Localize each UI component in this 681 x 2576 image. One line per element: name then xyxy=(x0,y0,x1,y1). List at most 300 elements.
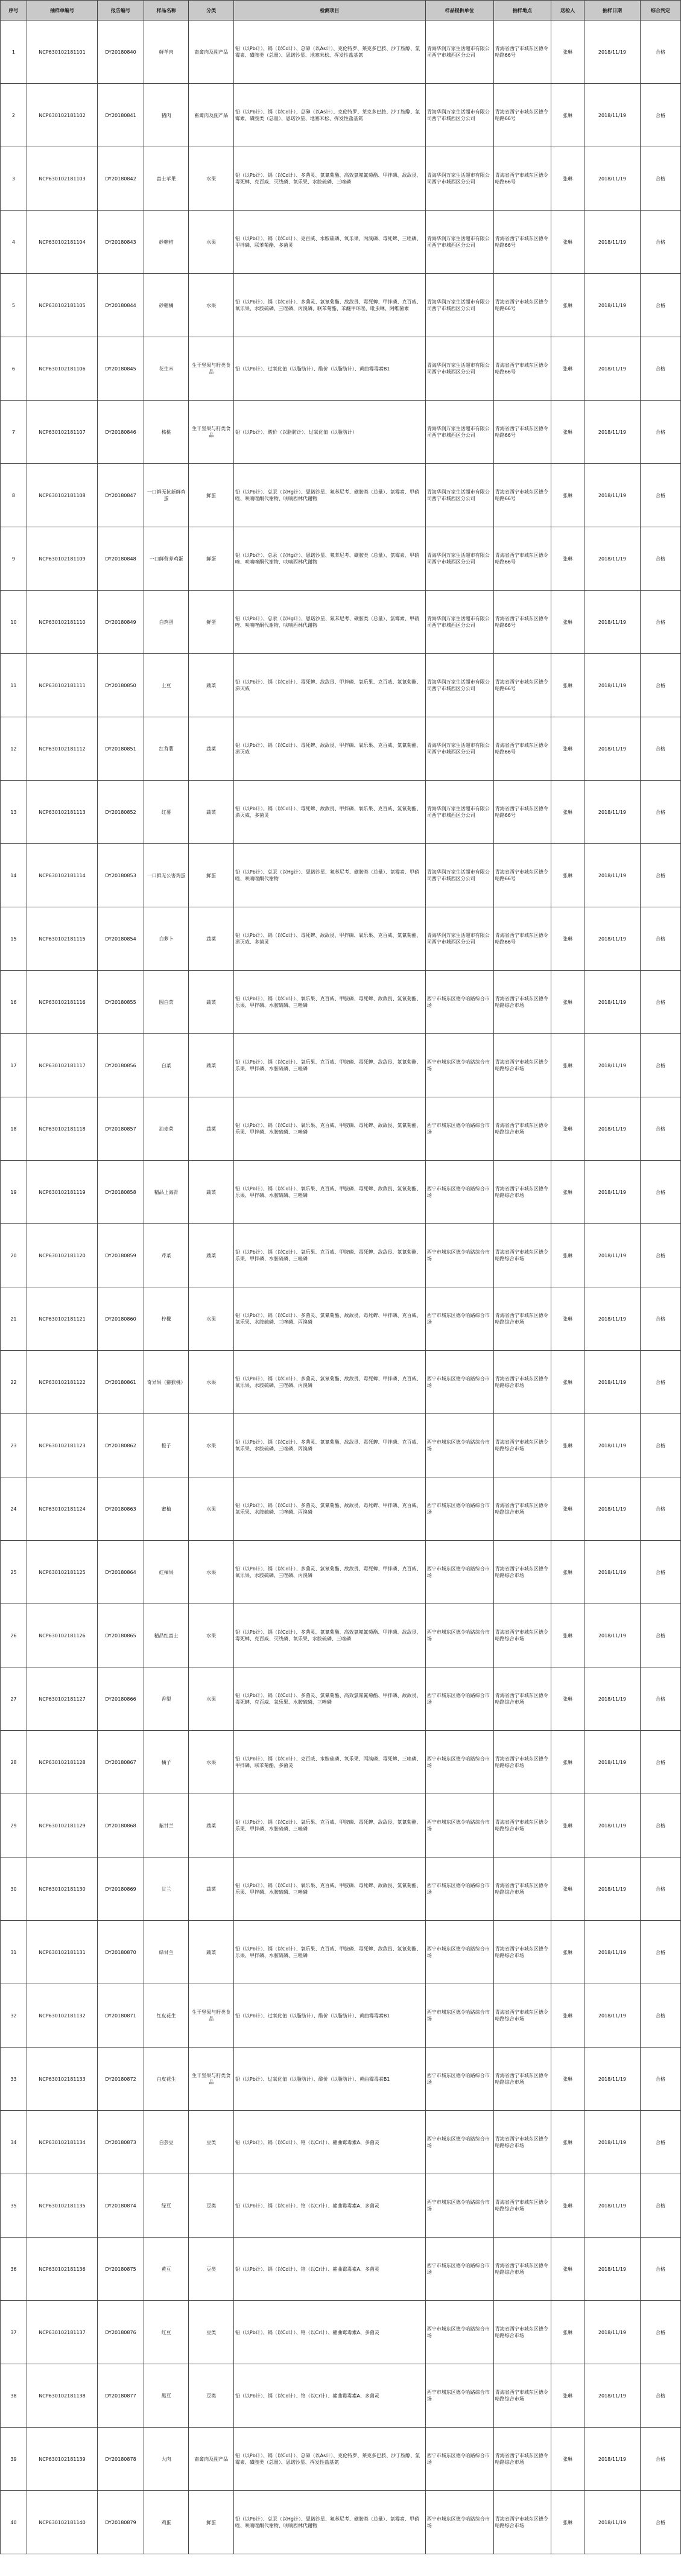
cell-verdict: 合格 xyxy=(641,2301,681,2364)
cell-verdict: 合格 xyxy=(641,1921,681,1984)
cell-test-items: 铅（以Pb计）、镉（以Cd计）、多菌灵、氯氰菊酯、敌敌畏、毒死蜱、甲拌磷、克百威、氧乐果、水胺硫磷、三唑磷、丙溴磷 xyxy=(233,1287,425,1351)
cell-seq: 12 xyxy=(1,717,27,781)
cell-date: 2018/11/19 xyxy=(584,1667,640,1731)
cell-sample-name: 奇异果（猕猴桃） xyxy=(144,1351,189,1414)
cell-report-id: DY20180840 xyxy=(98,21,144,84)
cell-verdict: 合格 xyxy=(641,21,681,84)
cell-sample-id: NCP630102181114 xyxy=(27,844,97,907)
cell-location: 青海省西宁市城东区德令哈路综合市场 xyxy=(493,1287,551,1351)
cell-seq: 36 xyxy=(1,2238,27,2301)
table-row xyxy=(1,2174,681,2238)
cell-category: 蔬菜 xyxy=(189,654,234,717)
cell-verdict: 合格 xyxy=(641,1604,681,1667)
table-row xyxy=(1,527,681,591)
cell-sample-name: 一口鲜无抗新鲜鸡蛋 xyxy=(144,464,189,527)
cell-date: 2018/11/19 xyxy=(584,844,640,907)
cell-inspector: 张琳 xyxy=(551,654,584,717)
cell-category: 蔬菜 xyxy=(189,717,234,781)
cell-provider: 青海华润万家生活超市有限公司西宁市城西区分公司 xyxy=(425,907,493,971)
cell-seq: 4 xyxy=(1,211,27,274)
cell-verdict: 合格 xyxy=(641,2238,681,2301)
cell-category: 水果 xyxy=(189,1541,234,1604)
cell-inspector: 张琳 xyxy=(551,1857,584,1921)
cell-location: 青海省西宁市城东区德令哈路综合市场 xyxy=(493,1477,551,1541)
cell-provider: 青海华润万家生活超市有限公司西宁市城西区分公司 xyxy=(425,147,493,211)
cell-seq: 30 xyxy=(1,1857,27,1921)
table-row xyxy=(1,337,681,401)
cell-test-items: 铅（以Pb计）、镉（以Cd计）、铬（以Cr计）、赭曲霉毒素A、多菌灵 xyxy=(233,2111,425,2174)
cell-verdict: 合格 xyxy=(641,907,681,971)
cell-report-id: DY20180847 xyxy=(98,464,144,527)
cell-seq: 25 xyxy=(1,1541,27,1604)
cell-verdict: 合格 xyxy=(641,1224,681,1287)
cell-category: 蔬菜 xyxy=(189,907,234,971)
cell-location: 青海省西宁市城东区德令哈路综合市场 xyxy=(493,2301,551,2364)
cell-test-items: 铅（以Pb计）、总汞（以Hg计）、恩诺沙星、氟苯尼考、磺胺类（总量）、氯霉素、甲硝唑、呋喃唑酮代谢物、呋喃西林代谢物 xyxy=(233,464,425,527)
cell-seq: 6 xyxy=(1,337,27,401)
cell-test-items: 铅（以Pb计）、镉（以Cd计）、多菌灵、氯氰菊酯、敌敌畏、毒死蜱、甲拌磷、克百威、氧乐果、水胺硫磷、三唑磷、丙溴磷 xyxy=(233,1351,425,1414)
cell-category: 蔬菜 xyxy=(189,781,234,844)
cell-report-id: DY20180842 xyxy=(98,147,144,211)
cell-sample-name: 圆白菜 xyxy=(144,971,189,1034)
cell-verdict: 合格 xyxy=(641,2174,681,2238)
cell-sample-name: 一口鲜无公害鸡蛋 xyxy=(144,844,189,907)
cell-sample-name: 绿豆 xyxy=(144,2174,189,2238)
cell-sample-name: 橘子 xyxy=(144,1731,189,1794)
header-date: 抽样日期 xyxy=(584,1,640,21)
cell-sample-id: NCP630102181108 xyxy=(27,464,97,527)
cell-verdict: 合格 xyxy=(641,2428,681,2491)
cell-sample-name: 绿甘兰 xyxy=(144,1921,189,1984)
cell-sample-name: 砂糖橘 xyxy=(144,274,189,337)
cell-test-items: 铅（以Pb计）、镉（以Cd计）、总砷（以As计）、克伦特罗、莱克多巴胺、沙丁胺醇、氯霉素、磺胺类（总量）、恩诺沙星、挥发性盐基氮 xyxy=(233,2428,425,2491)
header-category: 分类 xyxy=(189,1,234,21)
cell-sample-id: NCP630102181123 xyxy=(27,1414,97,1477)
cell-sample-id: NCP630102181121 xyxy=(27,1287,97,1351)
cell-test-items: 铅（以Pb计）、镉（以Cd计）、克百威、水胺硫磷、氧乐果、丙溴磷、毒死蜱、三唑磷、甲拌磷、联苯菊酯、多菌灵 xyxy=(233,211,425,274)
cell-verdict: 合格 xyxy=(641,654,681,717)
cell-provider: 西宁市城东区德令哈路综合市场 xyxy=(425,1604,493,1667)
cell-sample-id: NCP630102181122 xyxy=(27,1351,97,1414)
cell-sample-name: 橙子 xyxy=(144,1414,189,1477)
cell-sample-name: 花生米 xyxy=(144,337,189,401)
cell-test-items: 铅（以Pb计）、镉（以Cd计）、氧乐果、克百威、甲胺磷、毒死蜱、敌敌畏、氯氰菊酯、乐果、甲拌磷、水胺硫磷、三唑磷 xyxy=(233,1097,425,1161)
cell-sample-name: 白皮花生 xyxy=(144,2048,189,2111)
cell-provider: 西宁市城东区德令哈路综合市场 xyxy=(425,2048,493,2111)
cell-provider: 青海华润万家生活超市有限公司西宁市城西区分公司 xyxy=(425,211,493,274)
cell-location: 青海省西宁市城东区德令哈路综合市场 xyxy=(493,1731,551,1794)
header-inspector: 送检人 xyxy=(551,1,584,21)
cell-inspector: 张琳 xyxy=(551,1604,584,1667)
cell-category: 蔬菜 xyxy=(189,971,234,1034)
cell-date: 2018/11/19 xyxy=(584,1921,640,1984)
cell-seq: 1 xyxy=(1,21,27,84)
header-sample-id: 抽样单编号 xyxy=(27,1,97,21)
cell-date: 2018/11/19 xyxy=(584,591,640,654)
cell-date: 2018/11/19 xyxy=(584,781,640,844)
cell-date: 2018/11/19 xyxy=(584,971,640,1034)
cell-sample-id: NCP630102181113 xyxy=(27,781,97,844)
cell-sample-id: NCP630102181103 xyxy=(27,147,97,211)
cell-location: 青海省西宁市城东区德令哈路66号 xyxy=(493,907,551,971)
cell-seq: 32 xyxy=(1,1984,27,2048)
cell-test-items: 铅（以Pb计）、镉（以Cd计）、毒死蜱、敌敌畏、甲拌磷、氧乐果、克百威、氯氰菊酯、涕灭威、多菌灵 xyxy=(233,907,425,971)
cell-inspector: 张琳 xyxy=(551,147,584,211)
cell-verdict: 合格 xyxy=(641,527,681,591)
cell-test-items: 铅（以Pb计）、镉（以Cd计）、铬（以Cr计）、赭曲霉毒素A、多菌灵 xyxy=(233,2301,425,2364)
cell-test-items: 铅（以Pb计）、镉（以Cd计）、毒死蜱、敌敌畏、甲拌磷、氧乐果、克百威、氯氰菊酯、涕灭威、多菌灵 xyxy=(233,781,425,844)
cell-date: 2018/11/19 xyxy=(584,907,640,971)
table-row xyxy=(1,1414,681,1477)
cell-seq: 17 xyxy=(1,1034,27,1097)
cell-seq: 35 xyxy=(1,2174,27,2238)
cell-test-items: 铅（以Pb计）、镉（以Cd计）、铬（以Cr计）、赭曲霉毒素A、多菌灵 xyxy=(233,2174,425,2238)
cell-sample-name: 精品上海青 xyxy=(144,1161,189,1224)
cell-date: 2018/11/19 xyxy=(584,1984,640,2048)
cell-verdict: 合格 xyxy=(641,1541,681,1604)
cell-provider: 西宁市城东区德令哈路综合市场 xyxy=(425,2491,493,2554)
cell-report-id: DY20180845 xyxy=(98,337,144,401)
cell-seq: 15 xyxy=(1,907,27,971)
cell-provider: 青海华润万家生活超市有限公司西宁市城西区分公司 xyxy=(425,337,493,401)
cell-test-items: 铅（以Pb计）、镉（以Cd计）、氧乐果、克百威、甲胺磷、毒死蜱、敌敌畏、氯氰菊酯、乐果、甲拌磷、水胺硫磷、三唑磷 xyxy=(233,971,425,1034)
cell-location: 青海省西宁市城东区德令哈路综合市场 xyxy=(493,2491,551,2554)
cell-provider: 西宁市城东区德令哈路综合市场 xyxy=(425,1224,493,1287)
cell-sample-id: NCP630102181127 xyxy=(27,1667,97,1731)
cell-location: 青海省西宁市城东区德令哈路综合市场 xyxy=(493,1921,551,1984)
cell-test-items: 铅（以Pb计）、镉（以Cd计）、总砷（以As计）、克伦特罗、莱克多巴胺、沙丁胺醇、氯霉素、磺胺类（总量）、恩诺沙星、地塞米松、挥发性盐基氮 xyxy=(233,84,425,147)
cell-report-id: DY20180870 xyxy=(98,1921,144,1984)
cell-test-items: 铅（以Pb计）、总汞（以Hg计）、恩诺沙星、氟苯尼考、磺胺类（总量）、氯霉素、甲硝唑、呋喃唑酮代谢物、呋喃西林代谢物 xyxy=(233,2491,425,2554)
cell-seq: 28 xyxy=(1,1731,27,1794)
cell-location: 青海省西宁市城东区德令哈路66号 xyxy=(493,401,551,464)
cell-report-id: DY20180866 xyxy=(98,1667,144,1731)
cell-verdict: 合格 xyxy=(641,1477,681,1541)
table-row xyxy=(1,844,681,907)
cell-test-items: 铅（以Pb计）、过氧化值（以脂肪计）、酸价（以脂肪计）、黄曲霉毒素B1 xyxy=(233,2048,425,2111)
cell-inspector: 张琳 xyxy=(551,1287,584,1351)
cell-date: 2018/11/19 xyxy=(584,337,640,401)
cell-report-id: DY20180871 xyxy=(98,1984,144,2048)
cell-date: 2018/11/19 xyxy=(584,2048,640,2111)
cell-verdict: 合格 xyxy=(641,337,681,401)
cell-category: 豆类 xyxy=(189,2301,234,2364)
cell-seq: 19 xyxy=(1,1161,27,1224)
cell-report-id: DY20180844 xyxy=(98,274,144,337)
cell-date: 2018/11/19 xyxy=(584,401,640,464)
table-body xyxy=(1,21,681,2554)
cell-category: 水果 xyxy=(189,1477,234,1541)
cell-report-id: DY20180856 xyxy=(98,1034,144,1097)
cell-report-id: DY20180843 xyxy=(98,211,144,274)
cell-sample-id: NCP630102181101 xyxy=(27,21,97,84)
cell-inspector: 张琳 xyxy=(551,2301,584,2364)
table-row xyxy=(1,1224,681,1287)
cell-test-items: 铅（以Pb计）、镉（以Cd计）、多菌灵、氯氰菊酯、高效氯氟氰菊酯、甲拌磷、敌敌畏、毒死蜱、克百威、灭线磷、氧乐果、水胺硫磷、三唑磷 xyxy=(233,1604,425,1667)
cell-sample-id: NCP630102181132 xyxy=(27,1984,97,2048)
cell-inspector: 张琳 xyxy=(551,1161,584,1224)
cell-date: 2018/11/19 xyxy=(584,2111,640,2174)
cell-test-items: 铅（以Pb计）、镉（以Cd计）、铬（以Cr计）、赭曲霉毒素A、多菌灵 xyxy=(233,2238,425,2301)
cell-test-items: 铅（以Pb计）、镉（以Cd计）、氧乐果、克百威、甲胺磷、毒死蜱、敌敌畏、氯氰菊酯、乐果、甲拌磷、水胺硫磷、三唑磷 xyxy=(233,1794,425,1857)
cell-category: 水果 xyxy=(189,274,234,337)
cell-inspector: 张琳 xyxy=(551,2491,584,2554)
cell-sample-id: NCP630102181106 xyxy=(27,337,97,401)
cell-test-items: 铅（以Pb计）、镉（以Cd计）、多菌灵、氯氰菊酯、高效氯氟氰菊酯、甲拌磷、敌敌畏、毒死蜱、克百威、灭线磷、氧乐果、水胺硫磷、三唑磷 xyxy=(233,147,425,211)
cell-provider: 青海华润万家生活超市有限公司西宁市城西区分公司 xyxy=(425,84,493,147)
cell-test-items: 铅（以Pb计）、镉（以Cd计）、总砷（以As计）、克伦特罗、莱克多巴胺、沙丁胺醇、氯霉素、磺胺类（总量）、恩诺沙星、地塞米松、挥发性盐基氮 xyxy=(233,21,425,84)
cell-seq: 24 xyxy=(1,1477,27,1541)
cell-sample-id: NCP630102181137 xyxy=(27,2301,97,2364)
cell-seq: 40 xyxy=(1,2491,27,2554)
cell-report-id: DY20180857 xyxy=(98,1097,144,1161)
cell-inspector: 张琳 xyxy=(551,2428,584,2491)
cell-seq: 31 xyxy=(1,1921,27,1984)
cell-date: 2018/11/19 xyxy=(584,1604,640,1667)
cell-location: 青海省西宁市城东区德令哈路综合市场 xyxy=(493,1604,551,1667)
cell-location: 青海省西宁市城东区德令哈路66号 xyxy=(493,464,551,527)
cell-sample-name: 鲜羊肉 xyxy=(144,21,189,84)
cell-provider: 西宁市城东区德令哈路综合市场 xyxy=(425,1984,493,2048)
cell-sample-id: NCP630102181139 xyxy=(27,2428,97,2491)
cell-date: 2018/11/19 xyxy=(584,2364,640,2428)
cell-report-id: DY20180863 xyxy=(98,1477,144,1541)
cell-provider: 西宁市城东区德令哈路综合市场 xyxy=(425,2301,493,2364)
header-location: 抽样地点 xyxy=(493,1,551,21)
table-row xyxy=(1,1794,681,1857)
table-row xyxy=(1,2364,681,2428)
cell-report-id: DY20180851 xyxy=(98,717,144,781)
cell-location: 青海省西宁市城东区德令哈路综合市场 xyxy=(493,1794,551,1857)
table-row xyxy=(1,211,681,274)
table-row xyxy=(1,1351,681,1414)
cell-seq: 37 xyxy=(1,2301,27,2364)
cell-verdict: 合格 xyxy=(641,591,681,654)
table-row xyxy=(1,907,681,971)
cell-inspector: 张琳 xyxy=(551,527,584,591)
cell-sample-name: 红豆 xyxy=(144,2301,189,2364)
cell-provider: 青海华润万家生活超市有限公司西宁市城西区分公司 xyxy=(425,527,493,591)
cell-test-items: 铅（以Pb计）、镉（以Cd计）、克百威、水胺硫磷、氧乐果、丙溴磷、毒死蜱、三唑磷、甲拌磷、联苯菊酯、多菌灵 xyxy=(233,1731,425,1794)
cell-report-id: DY20180841 xyxy=(98,84,144,147)
cell-sample-name: 白菜 xyxy=(144,1034,189,1097)
cell-category: 鲜蛋 xyxy=(189,591,234,654)
cell-verdict: 合格 xyxy=(641,844,681,907)
cell-inspector: 张琳 xyxy=(551,1097,584,1161)
cell-location: 青海省西宁市城东区德令哈路综合市场 xyxy=(493,1161,551,1224)
cell-inspector: 张琳 xyxy=(551,464,584,527)
header-report-id: 报告编号 xyxy=(98,1,144,21)
table-row xyxy=(1,1287,681,1351)
cell-category: 豆类 xyxy=(189,2364,234,2428)
cell-date: 2018/11/19 xyxy=(584,2238,640,2301)
cell-provider: 青海华润万家生活超市有限公司西宁市城西区分公司 xyxy=(425,591,493,654)
cell-location: 青海省西宁市城东区德令哈路综合市场 xyxy=(493,2111,551,2174)
cell-report-id: DY20180864 xyxy=(98,1541,144,1604)
cell-date: 2018/11/19 xyxy=(584,464,640,527)
cell-category: 蔬菜 xyxy=(189,1161,234,1224)
cell-inspector: 张琳 xyxy=(551,211,584,274)
cell-sample-id: NCP630102181133 xyxy=(27,2048,97,2111)
cell-seq: 14 xyxy=(1,844,27,907)
cell-test-items: 铅（以Pb计）、总汞（以Hg计）、恩诺沙星、氟苯尼考、磺胺类（总量）、氯霉素、甲硝唑、呋喃唑酮代谢物、呋喃西林代谢物 xyxy=(233,591,425,654)
cell-verdict: 合格 xyxy=(641,274,681,337)
cell-provider: 西宁市城东区德令哈路综合市场 xyxy=(425,2364,493,2428)
cell-test-items: 铅（以Pb计）、镉（以Cd计）、氧乐果、克百威、甲胺磷、毒死蜱、敌敌畏、氯氰菊酯、乐果、甲拌磷、水胺硫磷、三唑磷 xyxy=(233,1034,425,1097)
cell-provider: 西宁市城东区德令哈路综合市场 xyxy=(425,1921,493,1984)
cell-date: 2018/11/19 xyxy=(584,1351,640,1414)
cell-sample-name: 甘兰 xyxy=(144,1857,189,1921)
table-row xyxy=(1,2428,681,2491)
cell-provider: 西宁市城东区德令哈路综合市场 xyxy=(425,2174,493,2238)
cell-date: 2018/11/19 xyxy=(584,1477,640,1541)
cell-provider: 西宁市城东区德令哈路综合市场 xyxy=(425,1541,493,1604)
cell-location: 青海省西宁市城东区德令哈路综合市场 xyxy=(493,1541,551,1604)
cell-report-id: DY20180859 xyxy=(98,1224,144,1287)
cell-sample-name: 核桃 xyxy=(144,401,189,464)
cell-provider: 西宁市城东区德令哈路综合市场 xyxy=(425,1667,493,1731)
cell-location: 青海省西宁市城东区德令哈路66号 xyxy=(493,844,551,907)
cell-sample-id: NCP630102181134 xyxy=(27,2111,97,2174)
cell-seq: 23 xyxy=(1,1414,27,1477)
cell-provider: 青海华润万家生活超市有限公司西宁市城西区分公司 xyxy=(425,717,493,781)
cell-seq: 3 xyxy=(1,147,27,211)
cell-seq: 33 xyxy=(1,2048,27,2111)
cell-date: 2018/11/19 xyxy=(584,654,640,717)
cell-location: 青海省西宁市城东区德令哈路综合市场 xyxy=(493,1667,551,1731)
cell-seq: 9 xyxy=(1,527,27,591)
cell-report-id: DY20180872 xyxy=(98,2048,144,2111)
cell-seq: 26 xyxy=(1,1604,27,1667)
cell-test-items: 铅（以Pb计）、镉（以Cd计）、毒死蜱、敌敌畏、甲拌磷、氧乐果、克百威、氯氰菊酯、涕灭威 xyxy=(233,717,425,781)
cell-category: 生干坚果与籽类食品 xyxy=(189,337,234,401)
cell-date: 2018/11/19 xyxy=(584,1857,640,1921)
table-row xyxy=(1,654,681,717)
cell-sample-name: 油麦菜 xyxy=(144,1097,189,1161)
cell-location: 青海省西宁市城东区德令哈路66号 xyxy=(493,274,551,337)
cell-report-id: DY20180878 xyxy=(98,2428,144,2491)
cell-category: 畜禽肉及副产品 xyxy=(189,21,234,84)
cell-location: 青海省西宁市城东区德令哈路66号 xyxy=(493,84,551,147)
cell-seq: 34 xyxy=(1,2111,27,2174)
cell-report-id: DY20180879 xyxy=(98,2491,144,2554)
cell-category: 畜禽肉及副产品 xyxy=(189,2428,234,2491)
cell-test-items: 铅（以Pb计）、总汞（以Hg计）、恩诺沙星、氟苯尼考、磺胺类（总量）、氯霉素、甲硝唑、呋喃唑酮代谢物、呋喃西林代谢物 xyxy=(233,527,425,591)
cell-report-id: DY20180861 xyxy=(98,1351,144,1414)
cell-date: 2018/11/19 xyxy=(584,1161,640,1224)
cell-inspector: 张琳 xyxy=(551,1731,584,1794)
cell-location: 青海省西宁市城东区德令哈路综合市场 xyxy=(493,1414,551,1477)
cell-sample-name: 猪肉 xyxy=(144,84,189,147)
cell-sample-name: 鸡蛋 xyxy=(144,2491,189,2554)
cell-verdict: 合格 xyxy=(641,2364,681,2428)
cell-date: 2018/11/19 xyxy=(584,1287,640,1351)
cell-report-id: DY20180869 xyxy=(98,1857,144,1921)
cell-inspector: 张琳 xyxy=(551,274,584,337)
cell-seq: 10 xyxy=(1,591,27,654)
cell-date: 2018/11/19 xyxy=(584,2174,640,2238)
cell-sample-id: NCP630102181116 xyxy=(27,971,97,1034)
cell-inspector: 张琳 xyxy=(551,1351,584,1414)
cell-location: 青海省西宁市城东区德令哈路综合市场 xyxy=(493,2238,551,2301)
cell-location: 青海省西宁市城东区德令哈路66号 xyxy=(493,21,551,84)
cell-location: 青海省西宁市城东区德令哈路综合市场 xyxy=(493,2048,551,2111)
cell-category: 水果 xyxy=(189,1667,234,1731)
cell-provider: 西宁市城东区德令哈路综合市场 xyxy=(425,1731,493,1794)
cell-sample-id: NCP630102181112 xyxy=(27,717,97,781)
cell-seq: 39 xyxy=(1,2428,27,2491)
table-row xyxy=(1,781,681,844)
cell-test-items: 铅（以Pb计）、镉（以Cd计）、氧乐果、克百威、甲胺磷、毒死蜱、敌敌畏、氯氰菊酯、乐果、甲拌磷、水胺硫磷、三唑磷 xyxy=(233,1224,425,1287)
table-row xyxy=(1,2048,681,2111)
cell-sample-id: NCP630102181117 xyxy=(27,1034,97,1097)
cell-seq: 13 xyxy=(1,781,27,844)
cell-seq: 38 xyxy=(1,2364,27,2428)
cell-category: 豆类 xyxy=(189,2174,234,2238)
cell-category: 鲜蛋 xyxy=(189,844,234,907)
cell-verdict: 合格 xyxy=(641,1984,681,2048)
cell-location: 青海省西宁市城东区德令哈路66号 xyxy=(493,147,551,211)
cell-sample-id: NCP630102181136 xyxy=(27,2238,97,2301)
cell-report-id: DY20180868 xyxy=(98,1794,144,1857)
cell-report-id: DY20180853 xyxy=(98,844,144,907)
cell-category: 蔬菜 xyxy=(189,1857,234,1921)
cell-provider: 西宁市城东区德令哈路综合市场 xyxy=(425,1351,493,1414)
cell-sample-name: 砂糖桔 xyxy=(144,211,189,274)
cell-inspector: 张琳 xyxy=(551,2048,584,2111)
cell-verdict: 合格 xyxy=(641,2111,681,2174)
cell-inspector: 张琳 xyxy=(551,2364,584,2428)
cell-date: 2018/11/19 xyxy=(584,1097,640,1161)
table-row xyxy=(1,2491,681,2554)
cell-test-items: 铅（以Pb计）、镉（以Cd计）、多菌灵、氯氰菊酯、敌敌畏、毒死蜱、甲拌磷、克百威、氧乐果、水胺硫磷、三唑磷、丙溴磷、联苯菊酯、苯醚甲环唑、吡虫啉、阿维菌素 xyxy=(233,274,425,337)
cell-location: 青海省西宁市城东区德令哈路66号 xyxy=(493,337,551,401)
cell-seq: 5 xyxy=(1,274,27,337)
cell-sample-id: NCP630102181105 xyxy=(27,274,97,337)
cell-sample-name: 蜜柚 xyxy=(144,1477,189,1541)
cell-sample-id: NCP630102181110 xyxy=(27,591,97,654)
cell-provider: 青海华润万家生活超市有限公司西宁市城西区分公司 xyxy=(425,781,493,844)
cell-category: 豆类 xyxy=(189,2111,234,2174)
cell-seq: 2 xyxy=(1,84,27,147)
cell-date: 2018/11/19 xyxy=(584,2491,640,2554)
header-seq: 序号 xyxy=(1,1,27,21)
cell-date: 2018/11/19 xyxy=(584,717,640,781)
cell-date: 2018/11/19 xyxy=(584,1224,640,1287)
cell-location: 青海省西宁市城东区德令哈路综合市场 xyxy=(493,1034,551,1097)
cell-date: 2018/11/19 xyxy=(584,147,640,211)
cell-date: 2018/11/19 xyxy=(584,2428,640,2491)
cell-report-id: DY20180849 xyxy=(98,591,144,654)
cell-sample-name: 黑豆 xyxy=(144,2364,189,2428)
cell-category: 生干坚果与籽类食品 xyxy=(189,2048,234,2111)
cell-inspector: 张琳 xyxy=(551,84,584,147)
cell-report-id: DY20180862 xyxy=(98,1414,144,1477)
cell-provider: 青海华润万家生活超市有限公司西宁市城西区分公司 xyxy=(425,654,493,717)
cell-sample-name: 红苕薯 xyxy=(144,717,189,781)
cell-verdict: 合格 xyxy=(641,211,681,274)
cell-provider: 西宁市城东区德令哈路综合市场 xyxy=(425,2111,493,2174)
cell-sample-name: 一口鲜营养鸡蛋 xyxy=(144,527,189,591)
cell-inspector: 张琳 xyxy=(551,1414,584,1477)
cell-inspector: 张琳 xyxy=(551,401,584,464)
cell-provider: 西宁市城东区德令哈路综合市场 xyxy=(425,1034,493,1097)
cell-sample-id: NCP630102181109 xyxy=(27,527,97,591)
cell-seq: 21 xyxy=(1,1287,27,1351)
cell-inspector: 张琳 xyxy=(551,2238,584,2301)
cell-location: 青海省西宁市城东区德令哈路综合市场 xyxy=(493,1097,551,1161)
table-row xyxy=(1,147,681,211)
